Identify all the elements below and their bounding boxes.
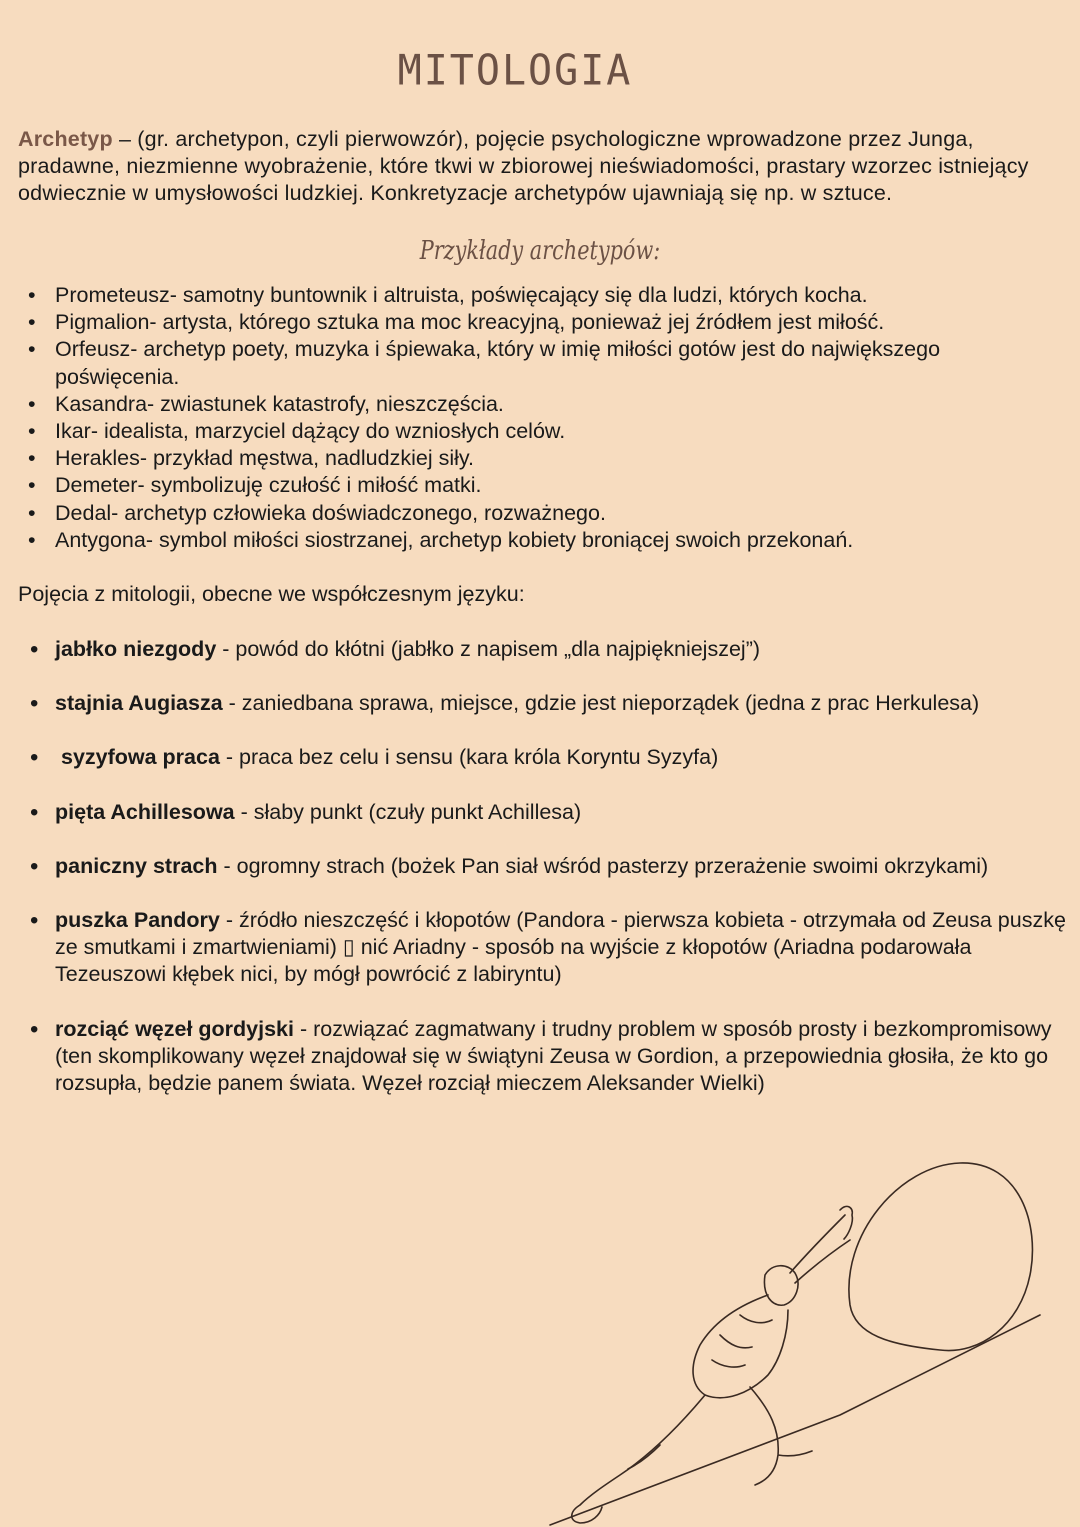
- figure-arm: [790, 1215, 850, 1283]
- concept-term: jabłko niezgody: [55, 637, 217, 661]
- list-item: • Kasandra- zwiastunek katastrofy, nieszczęścia.: [0, 391, 1060, 418]
- archetype-term: Archetyp: [18, 127, 113, 151]
- concept-term: syzyfowa praca: [60, 745, 220, 770]
- page-title: MITOLOGIA: [397, 46, 633, 96]
- concept-term: rozciąć węzeł gordyjski: [55, 1016, 294, 1041]
- list-item: [0, 907, 1070, 989]
- intro-paragraph: [18, 126, 1058, 207]
- archetype-list: [0, 282, 1060, 554]
- list-item: • Dedal- archetyp człowieka doświadczonego, rozważnego.: [0, 500, 1060, 527]
- list-item: [0, 853, 1070, 880]
- concept-desc: - praca bez celu i sensu (kara króla Koryntu Syzyfa): [219, 745, 719, 770]
- list-item: • Pigmalion- artysta, którego sztuka ma moc kreacyjną, ponieważ jej źródłem jest miłość.: [0, 309, 1060, 336]
- figure-head: [764, 1266, 798, 1305]
- list-item: [0, 690, 1070, 717]
- concept-desc: - źródło nieszczęść i kłopotów (Pandora - pierwsza kobieta - otrzymała od Zeusa puszkę ze smutkami i zmartwieniami) ▯ nić Ariadny - sposób na wyjście z kłopotów (Ariadna podarowała Tezeuszowi kłębek nici, by mógł powrócić z labiryntu): [55, 908, 1066, 987]
- concept-desc: - powód do kłótni (jabłko z napisem „dla najpiękniejszej”): [216, 637, 761, 661]
- figure-leg-front: [750, 1387, 812, 1485]
- list-item: • Prometeusz- samotny buntownik i altruista, poświęcający się dla ludzi, których kocha.: [0, 282, 1060, 309]
- concept-desc: - ogromny strach (bożek Pan siał wśród pasterzy przerażenie swoimi okrzykami): [217, 853, 989, 878]
- examples-heading: Przykłady archetypów:: [419, 236, 661, 266]
- concept-desc: - słaby punkt (czuły punkt Achillesa): [234, 799, 582, 824]
- concepts-heading: Pojęcia z mitologii, obecne we współczesnym języku:: [18, 582, 525, 606]
- list-item: [0, 744, 1070, 771]
- list-item: • Herakles- przykład męstwa, nadludzkiej siły.: [0, 445, 1060, 472]
- archetype-definition: – (gr. archetypon, czyli pierwowzór), pojęcie psychologiczne wprowadzone przez Junga, pradawne, niezmienne wyobrażenie, które tkwi w zbiorowej nieświadomości, prastary wzorzec istniejący odwiecznie w umysłowości ludzkiej. Konkretyzacje archetypów ujawniają się np. w sztuce.: [18, 127, 1029, 205]
- hill-slope: [550, 1315, 1040, 1525]
- figure-torso: [693, 1295, 788, 1398]
- boulder-shape: [849, 1163, 1033, 1351]
- list-item: • Demeter- symbolizuję czułość i miłość matki.: [0, 472, 1060, 499]
- concept-desc: - rozwiązać zagmatwany i trudny problem w sposób prosty i bezkompromisowy (ten skomplikowany węzeł znajdował się w świątyni Zeusa w Gordion, a przepowiednia głosiła, że kto go rozsupła, będzie panem świata. Węzeł rozciął mieczem Aleksander Wielki): [55, 1016, 1052, 1096]
- figure-muscles: [712, 1315, 772, 1367]
- concept-term: puszka Pandory: [55, 908, 220, 933]
- list-item: • Orfeusz- archetyp poety, muzyka i śpiewaka, który w imię miłości gotów jest do największego poświęcenia.: [0, 336, 1060, 390]
- concepts-list: [0, 636, 1070, 1124]
- sisyphus-illustration: [540, 1155, 1060, 1527]
- figure-leg-back: [572, 1395, 705, 1523]
- list-item: [0, 636, 1070, 663]
- concept-term: pięta Achillesowa: [55, 799, 235, 824]
- list-item: [0, 1016, 1070, 1098]
- list-item: • Ikar- idealista, marzyciel dążący do wzniosłych celów.: [0, 418, 1060, 445]
- figure-hand: [840, 1206, 852, 1239]
- list-item: • Antygona- symbol miłości siostrzanej, archetyp kobiety broniącej swoich przekonań.: [0, 527, 1060, 554]
- list-item: [0, 799, 1070, 826]
- concept-term: stajnia Augiasza: [55, 691, 223, 716]
- concept-term: paniczny strach: [55, 853, 218, 878]
- concept-desc: - zaniedbana sprawa, miejsce, gdzie jest nieporządek (jedna z prac Herkulesa): [222, 691, 980, 716]
